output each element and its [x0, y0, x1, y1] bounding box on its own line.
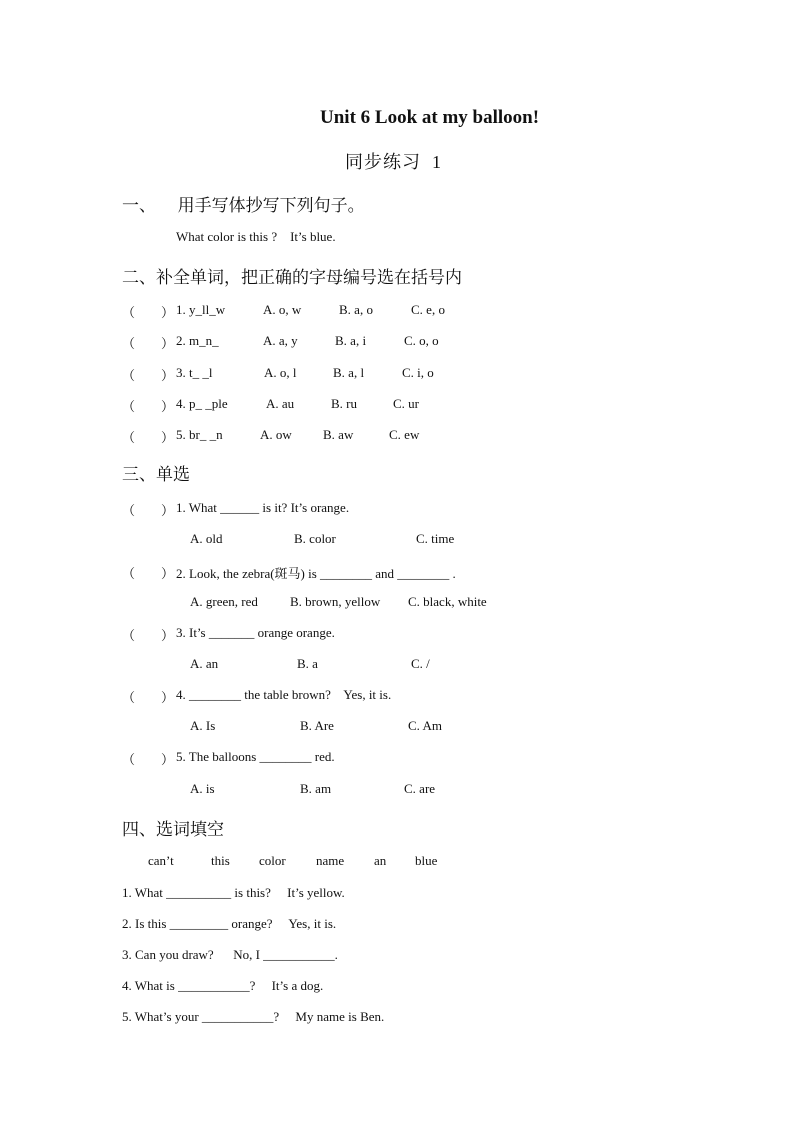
question-text: 4. ________ the table brown? Yes, it is. [176, 687, 392, 702]
option-b: B. brown, yellow [290, 594, 381, 609]
question-text: 1. What ______ is it? It’s orange. [176, 500, 350, 515]
option-b: B. a, l [333, 365, 365, 380]
option-c: C. ur [393, 396, 419, 411]
question-text: 4. p_ _ple [176, 396, 228, 411]
word-bank-item: can’t [148, 853, 174, 868]
option-b: B. a, i [335, 333, 367, 348]
option-b: B. a, o [339, 302, 373, 317]
question-text: 5. The balloons ________ red. [176, 749, 335, 764]
page-title: Unit 6 Look at my balloon! [320, 107, 540, 128]
option-a: A. o, w [263, 302, 302, 317]
option-c: C. black, white [408, 594, 487, 609]
answer-parens[interactable]: （ ） [122, 566, 175, 581]
answer-parens[interactable]: （ ） [122, 368, 175, 383]
answer-parens[interactable]: （ ） [122, 752, 175, 767]
option-a: A. old [190, 531, 223, 546]
option-a: A. an [190, 656, 219, 671]
answer-parens[interactable]: （ ） [122, 430, 175, 445]
option-a: A. o, l [264, 365, 297, 380]
option-b: B. am [300, 781, 332, 796]
option-a: A. au [266, 396, 295, 411]
option-b: B. a [297, 656, 318, 671]
fill-blank-4: 4. What is ___________? It’s a dog. [122, 978, 324, 993]
section-4-heading: 四、选词填空 [122, 820, 224, 840]
option-c: C. i, o [402, 365, 434, 380]
word-bank-item: blue [415, 853, 438, 868]
question-text: 3. t_ _l [176, 365, 213, 380]
question-text: 5. br_ _n [176, 427, 223, 442]
question-text: 3. It’s _______ orange orange. [176, 625, 335, 640]
fill-blank-5: 5. What’s your ___________? My name is Ben. [122, 1009, 385, 1024]
answer-parens[interactable]: （ ） [122, 399, 175, 414]
question-text: 1. y_ll_w [176, 302, 226, 317]
question-text: 2. Look, the zebra(斑马) is ________ and ________ . [176, 566, 456, 581]
option-c: C. e, o [411, 302, 445, 317]
word-bank-item: name [316, 853, 345, 868]
fill-blank-2: 2. Is this _________ orange? Yes, it is. [122, 916, 337, 931]
word-bank-item: color [259, 853, 286, 868]
answer-parens[interactable]: （ ） [122, 628, 175, 643]
fill-blank-1: 1. What __________ is this? It’s yellow. [122, 885, 345, 900]
answer-parens[interactable]: （ ） [122, 336, 175, 351]
word-bank-item: this [211, 853, 230, 868]
word-bank-item: an [374, 853, 387, 868]
option-a: A. Is [190, 718, 216, 733]
option-b: B. ru [331, 396, 357, 411]
option-a: A. is [190, 781, 215, 796]
option-a: A. a, y [263, 333, 298, 348]
section-3-heading: 三、单选 [122, 465, 190, 485]
option-c: C. time [416, 531, 455, 546]
answer-parens[interactable]: （ ） [122, 503, 175, 518]
page-subtitle: 同步练习 1 [345, 152, 442, 172]
fill-blank-3: 3. Can you draw? No, I ___________. [122, 947, 338, 962]
answer-parens[interactable]: （ ） [122, 305, 175, 320]
question-text: 2. m_n_ [176, 333, 219, 348]
option-c: C. are [404, 781, 436, 796]
option-a: A. ow [260, 427, 292, 442]
option-a: A. green, red [190, 594, 258, 609]
option-b: B. Are [300, 718, 334, 733]
option-c: C. ew [389, 427, 420, 442]
copy-sentence: What color is this ? It’s blue. [176, 229, 336, 244]
option-c: C. Am [408, 718, 442, 733]
option-b: B. color [294, 531, 336, 546]
option-c: C. / [411, 656, 430, 671]
section-2-heading: 二、补全单词，把正确的字母编号选在括号内 [122, 268, 462, 288]
section-1-heading: 一、 用手写体抄写下列句子。 [122, 196, 365, 216]
option-b: B. aw [323, 427, 354, 442]
option-c: C. o, o [404, 333, 439, 348]
answer-parens[interactable]: （ ） [122, 690, 175, 705]
